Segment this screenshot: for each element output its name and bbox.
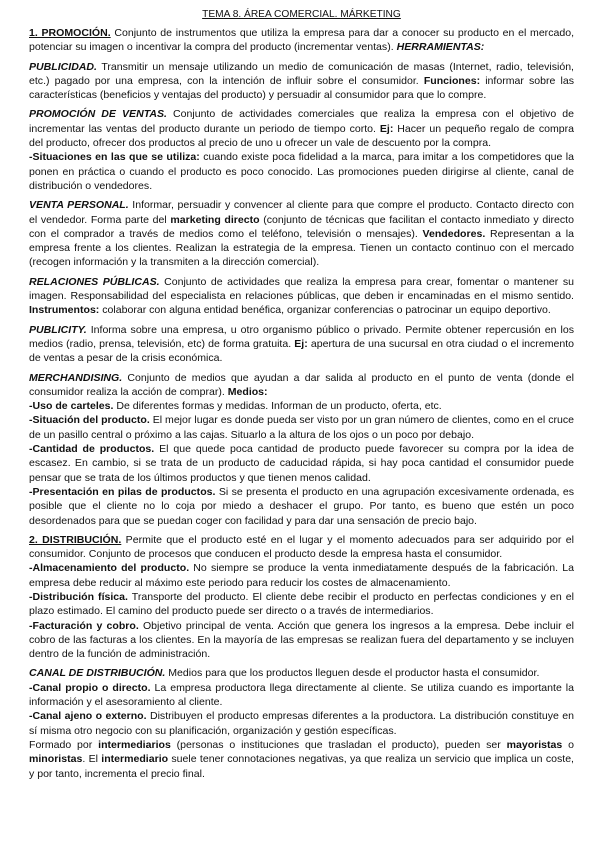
paragraph bbox=[29, 738, 574, 781]
item-label: -Facturación y cobro. bbox=[29, 619, 139, 632]
paragraph-text: Informa sobre una empresa, u otro organismo público o privado. Permite obtener repercusión en los medios (radio, prensa, televisión, etc) de forma gratuita. bbox=[29, 323, 574, 350]
item-text: La empresa productora llega directamente al cliente. Se utiliza cuando es importante la información y el asesoramiento al cliente. bbox=[29, 681, 574, 709]
section-heading: PUBLICITY. bbox=[29, 323, 87, 336]
section-promocion-ventas bbox=[29, 107, 574, 193]
paragraph bbox=[29, 150, 574, 193]
section-heading: PUBLICIDAD. bbox=[29, 60, 97, 73]
instrumentos-label: Instrumentos: bbox=[29, 304, 100, 317]
paragraph-text: cuando existe poca fidelidad a la marca, para imitar a los competidores que la ponen en práctica o cuando el producto es poco conocido. Las promociones pueden dirigirse al cliente, canal de distribución o vendedores. bbox=[29, 151, 575, 192]
paragraph-text: o bbox=[562, 738, 575, 751]
section-venta-personal bbox=[29, 198, 574, 269]
example-label: Ej: bbox=[294, 337, 308, 350]
list-item bbox=[29, 709, 574, 738]
item-label: -Situación del producto. bbox=[29, 414, 150, 427]
paragraph-text: Formado por bbox=[29, 738, 99, 751]
item-label: -Canal propio o directo. bbox=[29, 681, 151, 694]
section-heading: VENTA PERSONAL. bbox=[29, 199, 129, 212]
paragraph-text: suele tener connotaciones negativas, ya que realiza un servicio que implica un coste, y por tanto, incrementa el precio final. bbox=[29, 753, 574, 780]
section-publicidad bbox=[29, 60, 574, 103]
paragraph-text: Conjunto de instrumentos que utiliza la empresa para dar a conocer su producto en el mercado, potenciar su imagen o incentivar la compra del producto (incrementar ventas). bbox=[29, 27, 574, 54]
paragraph-text: Informar, persuadir y convencer al cliente para que compre el producto. Contacto directo con el vendedor. Forma parte del bbox=[29, 199, 575, 226]
paragraph-text: Conjunto de medios que ayudan a dar salida al producto en el punto de venta (donde el consumidor realiza la acción de comprar). bbox=[29, 371, 574, 398]
section-relaciones-publicas bbox=[29, 275, 574, 318]
list-item bbox=[29, 590, 574, 619]
paragraph bbox=[29, 26, 574, 55]
item-text: Transporte del producto. El cliente debe recibir el producto en perfectas condiciones y en el plazo estimado. El camino del producto puede ser directo o a través de intermediarios. bbox=[29, 590, 575, 618]
paragraph-text: informar sobre las características (beneficios y ventajas del producto) y persuadir al consumidor para que lo compre. bbox=[29, 74, 574, 102]
item-text: El que quede poca cantidad de producto puede favorecer su compra por la idea de escasez. En cambio, si se trata de un producto de caducidad rápida, si hay poca cantidad el consumidor puede pensar que se trata de los últimos productos y que tienen menos calidad. bbox=[29, 443, 574, 484]
paragraph bbox=[29, 107, 574, 150]
vendedores-label: Vendedores. bbox=[422, 227, 486, 240]
example-label: Ej: bbox=[379, 122, 394, 135]
paragraph-text: . El bbox=[82, 753, 102, 766]
item-label: -Canal ajeno o externo. bbox=[29, 710, 147, 723]
paragraph-text: Medios para que los productos lleguen desde el productor hasta el consumidor. bbox=[165, 667, 540, 680]
section-heading: RELACIONES PÚBLICAS. bbox=[29, 275, 160, 288]
list-item bbox=[29, 442, 574, 485]
paragraph-text: (personas o instituciones que trasladan el producto), pueden ser bbox=[170, 738, 507, 751]
paragraph bbox=[29, 60, 574, 103]
section-heading: MERCHANDISING. bbox=[29, 371, 123, 384]
item-text: No siempre se produce la venta inmediatamente después de la fabricación. La empresa debe reducir al máximo este periodo para reducir los costes de almacenamiento. bbox=[29, 562, 574, 589]
paragraph-text: colaborar con alguna entidad benéfica, organizar conferencias o patrocinar un equipo deportivo. bbox=[99, 304, 551, 317]
medios-label: Medios: bbox=[227, 385, 268, 398]
item-label: -Almacenamiento del producto. bbox=[29, 562, 190, 575]
paragraph-text: Representan a la empresa frente a los clientes. Realizan la estrategia de la empresa. Tienen un contacto continuo con el mercado (recogen información y la transmiten a la dirección comercial). bbox=[29, 227, 574, 269]
paragraph-text: Conjunto de actividades comerciales que realiza la empresa con el objetivo de incrementar las ventas del producto durante un periodo de tiempo corto. bbox=[29, 108, 574, 135]
item-label: -Presentación en pilas de productos. bbox=[29, 485, 216, 498]
section-promocion bbox=[29, 26, 574, 55]
item-label: -Uso de carteles. bbox=[29, 400, 114, 413]
list-item bbox=[29, 619, 574, 662]
section-heading: 1. PROMOCIÓN. bbox=[29, 27, 111, 39]
item-text: Distribuyen el producto empresas diferentes a la productora. La distribución constituye en sí misma otro negocio con su planificación, organización y gestión específicas. bbox=[29, 710, 574, 737]
paragraph bbox=[29, 666, 574, 680]
item-label: -Distribución física. bbox=[29, 590, 128, 603]
paragraph-text: Permite que el producto esté en el lugar y el momento adecuados para ser adquirido por el consumidor. Conjunto de procesos que conducen el producto desde la empresa hasta el consumidor. bbox=[29, 533, 575, 561]
section-heading: CANAL DE DISTRIBUCIÓN. bbox=[29, 667, 166, 680]
page-title bbox=[29, 8, 574, 21]
paragraph-text: Transmitir un mensaje utilizando un medio de comunicación de masas (Internet, radio, televisión, etc.) pagado por una empresa, con la intención de influir sobre el consumidor. bbox=[29, 60, 574, 87]
marketing-directo-label: marketing directo bbox=[170, 213, 260, 226]
paragraph-text: (conjunto de técnicas que facilitan el contacto inmediato y directo con el comprador a través de medios como el teléfono, televisión o mensajes). bbox=[29, 213, 574, 240]
paragraph bbox=[29, 323, 574, 366]
paragraph bbox=[29, 198, 574, 269]
section-canal-distribucion bbox=[29, 666, 574, 780]
paragraph bbox=[29, 533, 574, 562]
list-item bbox=[29, 681, 574, 710]
minoristas-term: minoristas bbox=[29, 753, 83, 766]
funciones-label: Funciones: bbox=[423, 74, 481, 87]
paragraph-text: apertura de una sucursal en otra ciudad o el incremento de ventas a pesar de la crisis económica. bbox=[29, 337, 575, 365]
situaciones-label: -Situaciones en las que se utiliza: bbox=[29, 151, 200, 164]
item-text: Objetivo principal de venta. Acción que genera los ingresos a la empresa. Debe incluir el cobro de las facturas a los clientes. En la mayoría de las empresas se realizan fuera del departamento y se incluyen dentro de la función de administración. bbox=[29, 619, 574, 661]
section-merchandising bbox=[29, 371, 574, 528]
intermediario-term: intermediario bbox=[101, 753, 169, 766]
item-text: El mejor lugar es donde pueda ser visto por un gran número de clientes, como en el cruce de un pasillo central o próximo a las cajas. Situarlo a la altura de los ojos o un poco por debajo. bbox=[29, 414, 574, 441]
section-heading: 2. DISTRIBUCIÓN. bbox=[29, 533, 122, 546]
paragraph bbox=[29, 275, 574, 318]
item-text: De diferentes formas y medidas. Informan de un producto, oferta, etc. bbox=[113, 400, 442, 413]
list-item bbox=[29, 561, 574, 590]
mayoristas-term: mayoristas bbox=[506, 738, 563, 751]
item-text: Si se presenta el producto en una agrupación excesivamente ordenada, es posible que el cliente no lo coja por miedo a deshacer el grupo. Por tanto, es bueno que estén un poco desordenados para que se puedan coger con facilidad y para dar una sensación de precio bajo. bbox=[29, 485, 574, 527]
list-item bbox=[29, 413, 574, 442]
intermediarios-term: intermediarios bbox=[98, 738, 171, 751]
page-title-text: TEMA 8. ÁREA COMERCIAL. MÁRKETING bbox=[202, 9, 401, 20]
item-label: -Cantidad de productos. bbox=[29, 443, 155, 456]
section-publicity bbox=[29, 323, 574, 366]
list-item bbox=[29, 399, 574, 413]
paragraph-text: Hacer un pequeño regalo de compra del producto, ofrecer dos productos al precio de uno u ofrecer un vale de descuento por la compra. bbox=[29, 122, 574, 150]
paragraph bbox=[29, 371, 574, 400]
paragraph-text: Conjunto de actividades que realiza la empresa para crear, fomentar o mantener su imagen. Responsabilidad del especialista en relaciones públicas, que deben ir encaminadas en el mismo sentido. bbox=[29, 275, 575, 303]
section-heading: PROMOCIÓN DE VENTAS. bbox=[29, 108, 167, 121]
list-item bbox=[29, 485, 574, 528]
section-distribucion bbox=[29, 533, 574, 662]
tools-label: HERRAMIENTAS: bbox=[396, 41, 485, 54]
